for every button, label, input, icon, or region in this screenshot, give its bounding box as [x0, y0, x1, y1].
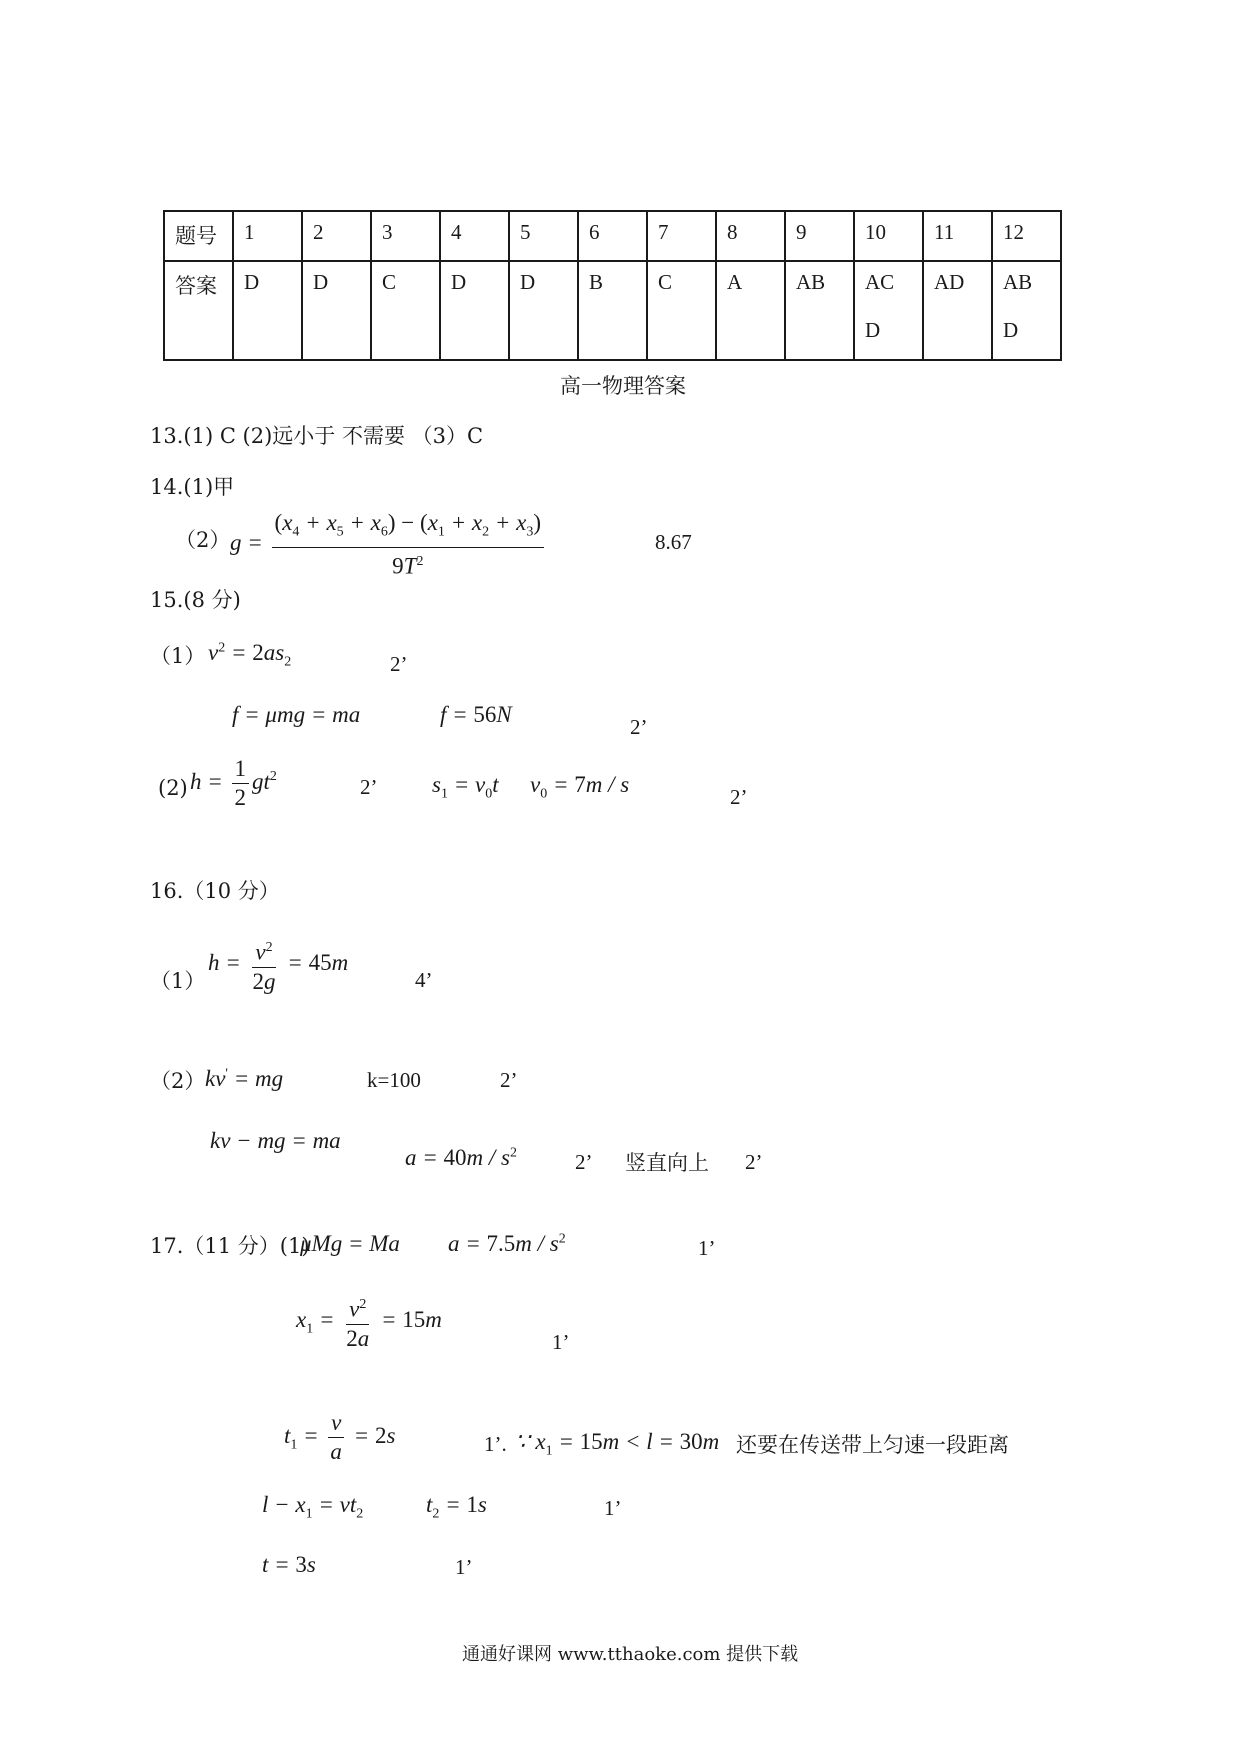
answer-cell: D — [313, 270, 329, 294]
question-number: 6 — [578, 211, 647, 261]
q15-eq3: f = 56N — [440, 702, 512, 727]
question-number: 2 — [302, 211, 371, 261]
q17-eq8: t = 3s — [262, 1552, 316, 1577]
q17-pts2: 1’ — [552, 1330, 570, 1354]
q17-eq3: $x_1$ = $\frac{v^2}{2a}$ = 15m — [296, 1292, 442, 1352]
q15-pts2: 2’ — [630, 715, 648, 739]
question-number: 12 — [992, 211, 1061, 261]
footer-text: 通通好课网 www.tthaoke.com 提供下载 — [462, 1644, 799, 1665]
q14-part2-label: （2） — [175, 528, 231, 552]
answer-cell: AB — [1003, 270, 1033, 294]
q16-k: k=100 — [367, 1068, 421, 1092]
q15-eq4: h = $\frac{1}{2}$ $gt^2$ — [190, 756, 277, 810]
question-number: 3 — [371, 211, 440, 261]
table-answer-row — [164, 261, 1061, 360]
q17-eq1: μMg = Ma — [300, 1231, 400, 1256]
answer-cell: D — [865, 318, 881, 342]
q16-eq1: h = $\frac{v^2}{2g}$ = 45m — [208, 935, 348, 995]
q15-p1-label: （1） — [150, 644, 206, 668]
q15-pts1: 2’ — [390, 652, 408, 676]
q14-formula: g = $\frac{(x_4 + x_5 + x_6) - (x_1 + x_2 + x_3)}{9T^2}$ — [230, 510, 547, 579]
q16-pts4: 2’ — [745, 1150, 763, 1174]
answer-cell: D — [451, 270, 467, 294]
answer-cell: D — [520, 270, 536, 294]
q17-pts1: 1’ — [698, 1236, 716, 1260]
q16-p2-label: （2） — [150, 1069, 206, 1093]
question-number: 10 — [854, 211, 923, 261]
question-number: 1 — [233, 211, 302, 261]
q16-pts1: 4’ — [415, 968, 433, 992]
row-header-label: 题号 — [164, 211, 233, 261]
q16-direction: 竖直向上 — [625, 1151, 709, 1175]
question-number: 11 — [923, 211, 992, 261]
q17-eq5: ∵ $x_1 = 15m < l = 30m$ — [515, 1429, 720, 1459]
answer-label: 答案 — [164, 261, 233, 360]
q17-eq2: $a = 7.5m / s^2$ — [448, 1231, 566, 1256]
q15-pts3: 2’ — [360, 775, 378, 799]
question-number: 8 — [716, 211, 785, 261]
page-title: 高一物理答案 — [560, 374, 686, 398]
q15-header: 15.(8 分) — [150, 588, 241, 612]
answer-cell: A — [727, 270, 743, 294]
q17-header: 17.（11 分）(1) — [150, 1234, 310, 1258]
q16-header: 16.（10 分） — [150, 879, 280, 903]
q15-eq6: $v_0 = 7m / s$ — [530, 772, 630, 802]
q15-eq2: f = μmg = ma — [232, 702, 361, 727]
question-number: 9 — [785, 211, 854, 261]
q17-condition: 还要在传送带上匀速一段距离 — [736, 1433, 1009, 1457]
answer-cell: C — [658, 270, 673, 294]
question-number: 5 — [509, 211, 578, 261]
question-number: 4 — [440, 211, 509, 261]
answer-cell: D — [1003, 318, 1019, 342]
question-number: 7 — [647, 211, 716, 261]
q14-line1: 14.(1)甲 — [150, 475, 235, 499]
q17-pts4: 1’ — [604, 1496, 622, 1520]
q16-eq4: $a = 40m / s^2$ — [405, 1145, 517, 1170]
q17-eq6: $l - x_1 = vt_2$ — [262, 1492, 364, 1522]
q16-p1-label: （1） — [150, 969, 206, 993]
answer-cell: C — [382, 270, 397, 294]
q16-pts3: 2’ — [575, 1150, 593, 1174]
answer-table — [163, 210, 1062, 361]
q17-eq4: $t_1$ = $\frac{v}{a}$ = 2s — [284, 1410, 396, 1464]
answer-cell: D — [244, 270, 260, 294]
table-header-row — [164, 211, 1061, 261]
answer-cell: B — [589, 270, 604, 294]
q17-pts5: 1’ — [455, 1555, 473, 1579]
q16-eq2: kv' = mg — [205, 1066, 284, 1091]
answer-cell: AB — [796, 270, 826, 294]
q16-eq3: kv − mg = ma — [210, 1128, 341, 1153]
answer-cell: AC — [865, 270, 895, 294]
q17-eq7: $t_2 = 1s$ — [426, 1492, 487, 1522]
q15-eq5: $s_1 = v_0t$ — [432, 772, 499, 802]
answer-cell: AD — [934, 270, 965, 294]
q14-value: 8.67 — [655, 530, 692, 554]
q15-p2-label: (2) — [158, 776, 188, 800]
q15-eq1: $v^2 = 2as_2$ — [208, 640, 292, 670]
q13-line: 13.(1) C (2)远小于 不需要 （3）C — [150, 424, 484, 448]
q17-pts3: 1’. — [484, 1432, 507, 1456]
q15-pts4: 2’ — [730, 785, 748, 809]
q16-pts2: 2’ — [500, 1068, 518, 1092]
